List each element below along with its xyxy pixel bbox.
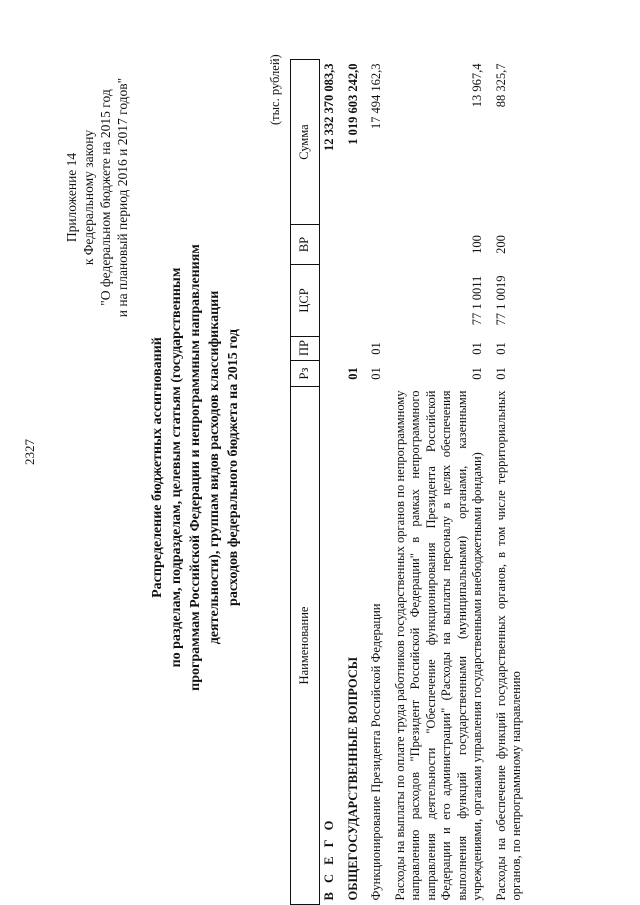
table-row (367, 60, 391, 905)
title-line: по разделам, подразделам, целевым статьям (государственным (169, 267, 184, 668)
row-rz: 01 (493, 367, 508, 380)
row-csr (367, 265, 391, 337)
table-row (492, 60, 531, 905)
row-pr: 01 (470, 342, 484, 355)
appendix-header (63, 25, 131, 370)
row-pr (344, 337, 368, 361)
table-row (344, 60, 368, 905)
row-csr (344, 265, 368, 337)
row-csr: 77 1 0011 (470, 275, 484, 326)
header-pr: ПР (291, 337, 320, 361)
table-row-total (320, 60, 344, 905)
table-header-row (291, 60, 320, 905)
row-csr: 77 1 0019 (493, 275, 508, 326)
row-name: Расходы на выплаты по оплате труда работников государственных органов по непрограммному направлению расходов "Президент Российской Федерации" в рамках непрограммного направления деятельности "Обеспечение функционирования Президента Российской Федерации и его администрации" (Расходы на выплаты персоналу в целях обеспечения выполнения функций государственными (муниципальными) органами, казенными учреждениями, органами управления государственными внебюджетными фондами) (392, 390, 484, 901)
appendix-line: Приложение 14 (64, 152, 79, 243)
title-line: расходов федерального бюджета на 2015 год (226, 329, 241, 606)
row-sum: 17 494 162,3 (369, 63, 383, 130)
row-vr (320, 225, 344, 265)
row-sum: 88 325,7 (493, 63, 508, 108)
row-rz: 01 (470, 367, 484, 380)
page-number: 2327 (22, 439, 37, 465)
row-rz (320, 361, 344, 387)
row-rz: 01 (345, 367, 360, 380)
header-sum: Сумма (291, 60, 320, 225)
budget-table (290, 59, 531, 905)
appendix-line: "О федеральном бюджете на 2015 год (98, 89, 113, 306)
header-name: Наименование (291, 387, 320, 905)
row-sum: 1 019 603 242,0 (345, 63, 360, 145)
row-name: В С Е Г О (322, 817, 336, 901)
row-name: Расходы на обеспечение функций государственных органов, в том числе территориальных органов, по непрограммному направлению (493, 390, 523, 901)
row-vr: 200 (493, 235, 508, 254)
row-vr: 100 (470, 235, 484, 254)
row-pr: 01 (369, 342, 383, 355)
row-sum: 13 967,4 (470, 63, 484, 108)
title-line: программам Российской Федерации и непрограммным направлениям (188, 244, 203, 691)
table-row (391, 60, 492, 905)
row-name: Функционирование Президента Российской Федерации (369, 603, 383, 901)
header-vr: ВР (291, 225, 320, 265)
row-vr (344, 225, 368, 265)
appendix-line: и на плановый период 2016 и 2017 годов" (115, 77, 130, 318)
document-title (148, 170, 243, 765)
row-vr (367, 225, 391, 265)
row-pr (320, 337, 344, 361)
row-name: ОБЩЕГОСУДАРСТВЕННЫЕ ВОПРОСЫ (345, 657, 360, 901)
header-rz: Рз (291, 361, 320, 387)
title-line: Распределение бюджетных ассигнований (150, 337, 165, 598)
appendix-line: к Федеральному закону (81, 129, 96, 266)
title-line: деятельности), группам видов расходов классификации (207, 290, 222, 645)
header-csr: ЦСР (291, 265, 320, 337)
row-csr (320, 265, 344, 337)
row-pr: 01 (493, 342, 508, 355)
row-sum: 12 332 370 083,3 (322, 63, 336, 151)
units-label: (тыс. рублей) (268, 54, 282, 125)
row-rz: 01 (369, 367, 383, 380)
